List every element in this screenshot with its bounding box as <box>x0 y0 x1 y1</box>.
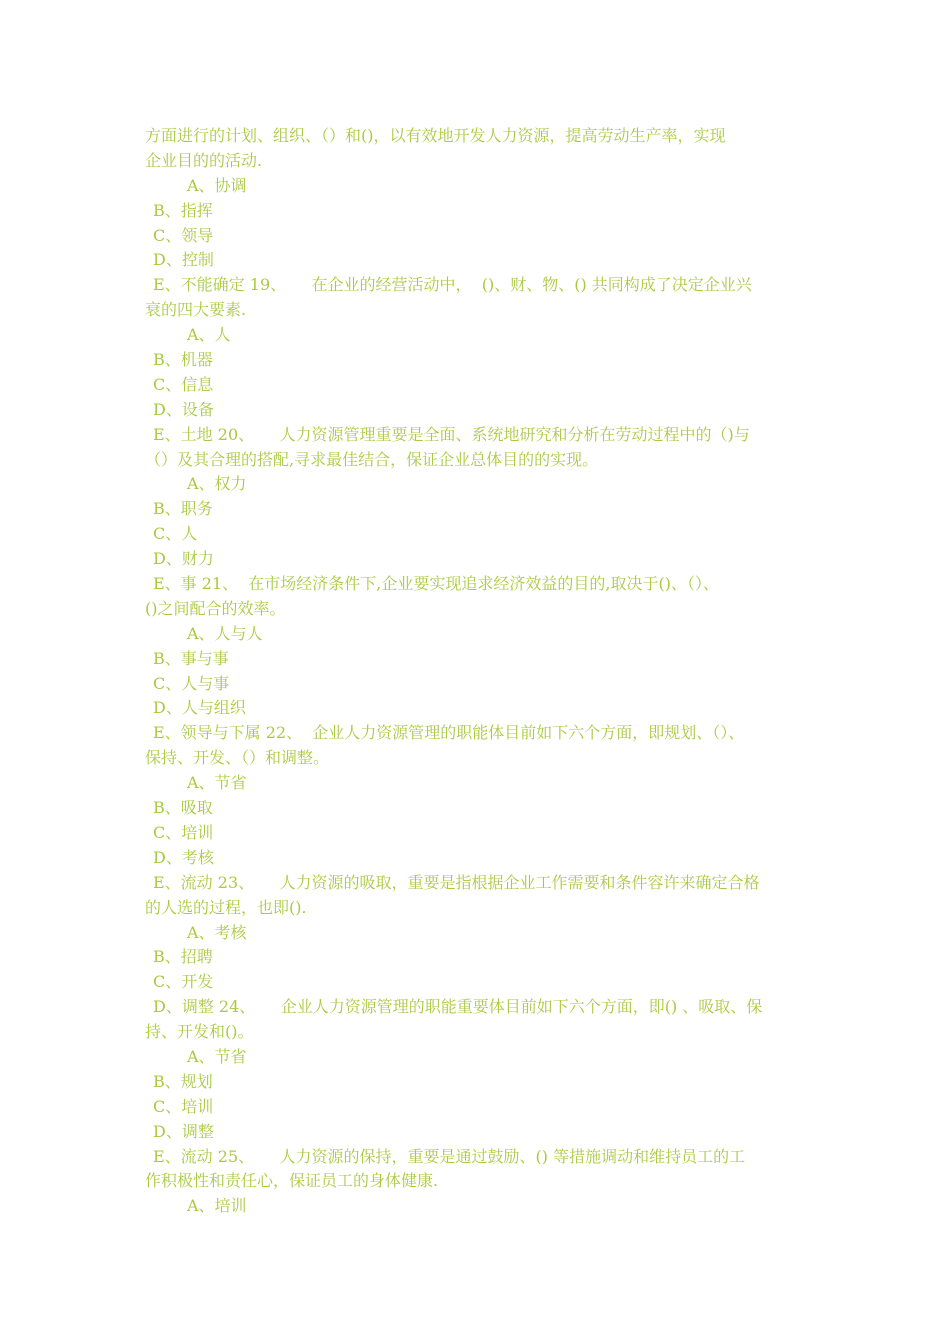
answer-option-a: A、考核 <box>187 922 247 942</box>
answer-option: D、调整 <box>153 1121 214 1141</box>
question-text-line: （）及其合理的搭配,寻求最佳结合，保证企业总体目的的实现。 <box>145 449 599 469</box>
question-text-line: 方面进行的计划、组织、（）和()，以有效地开发人力资源，提高劳动生产率，实现 <box>145 126 726 145</box>
answer-option: C、培训 <box>153 822 214 842</box>
answer-option: E、土地 20、 人力资源管理重要是全面、系统地研究和分析在劳动过程中的（)与 <box>153 424 750 444</box>
document-body <box>145 124 810 1219</box>
answer-option: C、开发 <box>153 972 214 992</box>
answer-option-a: A、人 <box>187 325 231 345</box>
question-text-line: 企业目的的活动. <box>145 150 263 170</box>
answer-option-a: A、节省 <box>187 773 247 793</box>
answer-option: B、指挥 <box>153 200 213 220</box>
answer-option-a: A、节省 <box>187 1046 247 1066</box>
question-text-line: 保持、开发、（）和调整。 <box>145 748 330 768</box>
answer-option-a: A、人与人 <box>187 623 263 643</box>
question-text-line: 持、开发和()。 <box>145 1022 254 1042</box>
answer-option: E、流动 23、 人力资源的吸取，重要是指根据企业工作需要和条件容许来确定合格 <box>153 872 760 892</box>
answer-option: B、招聘 <box>153 947 213 967</box>
answer-option: E、流动 25、 人力资源的保持，重要是通过鼓励、() 等措施调动和维持员工的工 <box>153 1146 746 1166</box>
answer-option-a: A、协调 <box>187 175 247 195</box>
question-text-line: ()之间配合的效率。 <box>145 598 286 618</box>
answer-option: D、调整 24、 企业人力资源管理的职能重要体目前如下六个方面，即() 、吸取、保 <box>153 997 763 1017</box>
question-text-line: 作积极性和责任心，保证员工的身体健康. <box>145 1171 439 1191</box>
answer-option: E、事 21、 在市场经济条件下,企业要实现追求经济效益的目的,取决于()、（）、 <box>153 574 719 594</box>
answer-option: D、控制 <box>153 250 214 270</box>
answer-option: B、事与事 <box>153 648 229 668</box>
answer-option: C、培训 <box>153 1096 214 1116</box>
answer-option: B、职务 <box>153 499 213 519</box>
answer-option: D、设备 <box>153 399 214 419</box>
answer-option: C、人与事 <box>153 673 230 693</box>
answer-option: C、领导 <box>153 225 214 245</box>
answer-option: B、规划 <box>153 1071 213 1091</box>
answer-option: E、不能确定 19、 在企业的经营活动中， ()、财、物、() 共同构成了决定企业兴 <box>153 275 752 295</box>
answer-option: C、人 <box>153 524 198 544</box>
question-text-line: 的人选的过程，也即(). <box>145 897 307 917</box>
answer-option-a: A、权力 <box>187 474 247 494</box>
answer-option: B、吸取 <box>153 798 213 818</box>
question-text-line: 衰的四大要素. <box>145 300 247 320</box>
answer-option: D、考核 <box>153 847 214 867</box>
answer-option: C、信息 <box>153 374 214 394</box>
answer-option: D、财力 <box>153 549 214 569</box>
answer-option-a: A、培训 <box>187 1196 247 1216</box>
answer-option: B、机器 <box>153 350 213 370</box>
answer-option: D、人与组织 <box>153 698 246 718</box>
answer-option: E、领导与下属 22、 企业人力资源管理的职能体目前如下六个方面，即规划、（）、 <box>153 723 745 743</box>
